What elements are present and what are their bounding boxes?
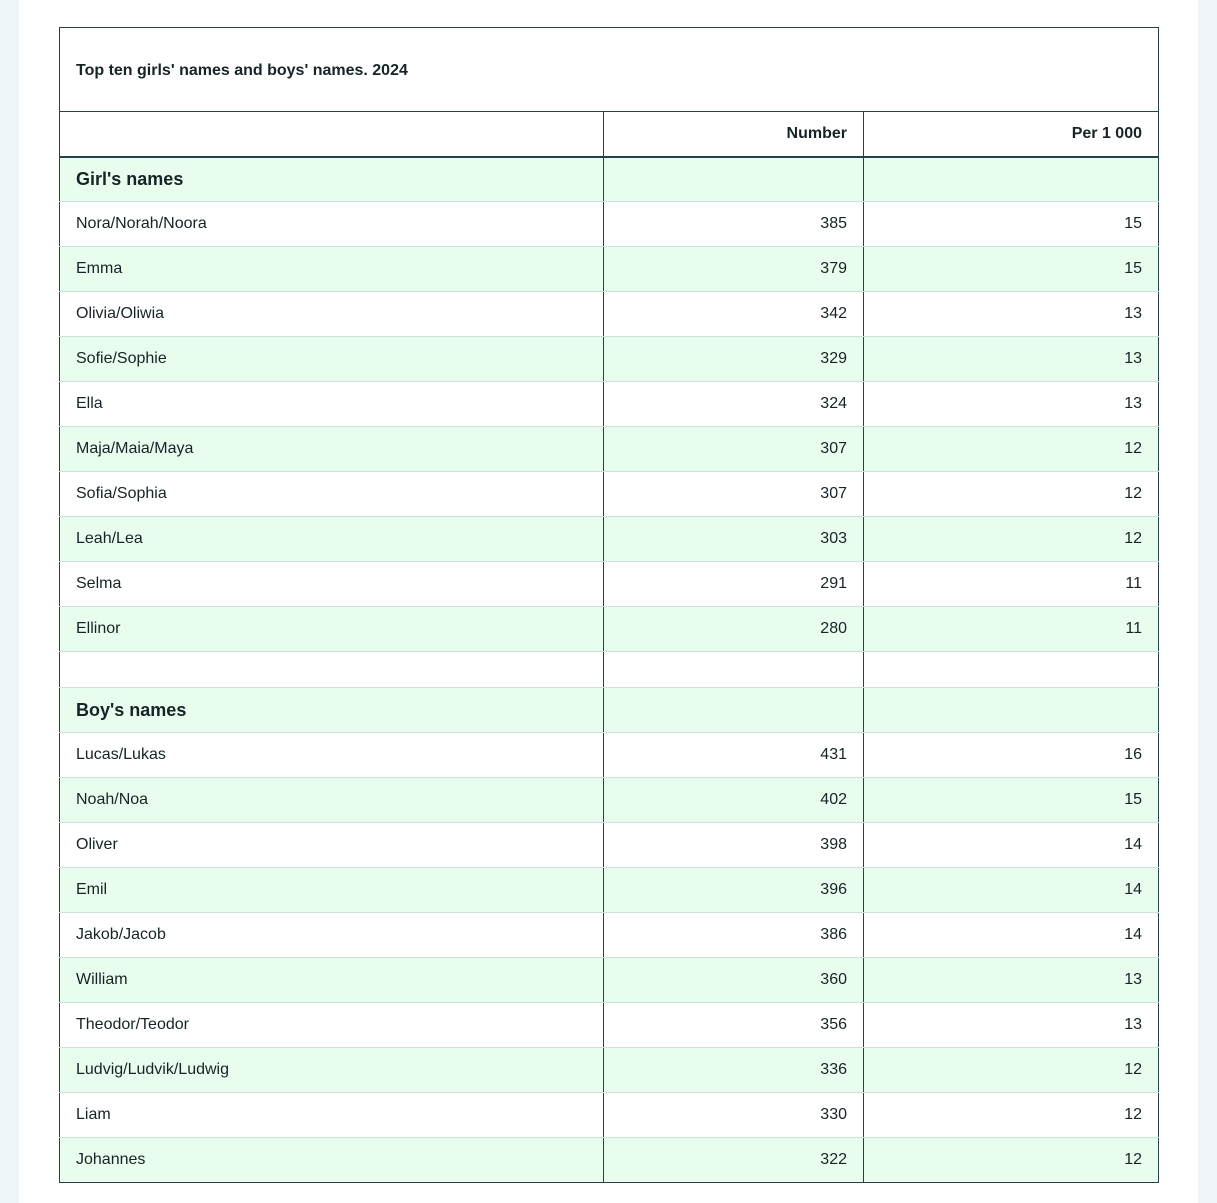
number-cell: 307	[604, 472, 864, 517]
name-cell: Liam	[60, 1093, 604, 1138]
name-cell: Sofie/Sophie	[60, 337, 604, 382]
name-cell: Oliver	[60, 823, 604, 868]
table-row	[60, 778, 1159, 823]
table-row	[60, 1003, 1159, 1048]
table-row	[60, 913, 1159, 958]
spacer-cell	[604, 652, 864, 688]
table-row	[60, 472, 1159, 517]
number-cell: 360	[604, 958, 864, 1003]
per1000-cell: 14	[864, 868, 1159, 913]
per1000-cell: 13	[864, 382, 1159, 427]
number-cell: 396	[604, 868, 864, 913]
table-row	[60, 868, 1159, 913]
statistics-table-container	[59, 27, 1158, 1183]
header-per1000-column: Per 1 000	[864, 112, 1159, 157]
table-row	[60, 202, 1159, 247]
number-cell: 303	[604, 517, 864, 562]
per1000-cell: 13	[864, 1003, 1159, 1048]
name-cell: Lucas/Lukas	[60, 733, 604, 778]
per1000-cell: 12	[864, 1093, 1159, 1138]
number-cell: 307	[604, 427, 864, 472]
table-row	[60, 427, 1159, 472]
name-cell: Ella	[60, 382, 604, 427]
table-row	[60, 1093, 1159, 1138]
number-cell: 385	[604, 202, 864, 247]
per1000-cell: 15	[864, 202, 1159, 247]
table-row	[60, 562, 1159, 607]
per1000-cell: 15	[864, 778, 1159, 823]
per1000-cell: 11	[864, 562, 1159, 607]
table-body	[60, 157, 1159, 1183]
table-caption: Top ten girls' names and boys' names. 2024	[59, 27, 1159, 111]
per1000-cell: 12	[864, 427, 1159, 472]
number-cell: 431	[604, 733, 864, 778]
number-cell: 280	[604, 607, 864, 652]
name-cell: Emma	[60, 247, 604, 292]
per1000-cell: 13	[864, 292, 1159, 337]
per1000-cell: 16	[864, 733, 1159, 778]
group-header-row	[60, 157, 1159, 202]
name-cell: Nora/Norah/Noora	[60, 202, 604, 247]
header-number-column: Number	[604, 112, 864, 157]
per1000-cell: 12	[864, 1048, 1159, 1093]
page-sheet	[19, 0, 1198, 1203]
per1000-cell: 12	[864, 1138, 1159, 1183]
per1000-cell: 13	[864, 958, 1159, 1003]
number-cell: 336	[604, 1048, 864, 1093]
table-row	[60, 1138, 1159, 1183]
group-empty-cell	[604, 688, 864, 733]
spacer-row	[60, 652, 1159, 688]
per1000-cell: 12	[864, 517, 1159, 562]
name-cell: Maja/Maia/Maya	[60, 427, 604, 472]
group-empty-cell	[864, 688, 1159, 733]
name-cell: Sofia/Sophia	[60, 472, 604, 517]
name-cell: Jakob/Jacob	[60, 913, 604, 958]
group-empty-cell	[864, 157, 1159, 202]
name-cell: William	[60, 958, 604, 1003]
name-cell: Ludvig/Ludvik/Ludwig	[60, 1048, 604, 1093]
number-cell: 342	[604, 292, 864, 337]
number-cell: 379	[604, 247, 864, 292]
number-cell: 402	[604, 778, 864, 823]
table-row	[60, 382, 1159, 427]
spacer-cell	[864, 652, 1159, 688]
per1000-cell: 15	[864, 247, 1159, 292]
name-cell: Leah/Lea	[60, 517, 604, 562]
table-row	[60, 517, 1159, 562]
number-cell: 291	[604, 562, 864, 607]
number-cell: 356	[604, 1003, 864, 1048]
group-header-row	[60, 688, 1159, 733]
group-title: Boy's names	[60, 688, 604, 733]
table-row	[60, 292, 1159, 337]
per1000-cell: 12	[864, 472, 1159, 517]
name-cell: Olivia/Oliwia	[60, 292, 604, 337]
number-cell: 398	[604, 823, 864, 868]
number-cell: 322	[604, 1138, 864, 1183]
table-row	[60, 1048, 1159, 1093]
number-cell: 324	[604, 382, 864, 427]
number-cell: 330	[604, 1093, 864, 1138]
per1000-cell: 11	[864, 607, 1159, 652]
name-cell: Ellinor	[60, 607, 604, 652]
per1000-cell: 13	[864, 337, 1159, 382]
group-title: Girl's names	[60, 157, 604, 202]
name-cell: Johannes	[60, 1138, 604, 1183]
table-row	[60, 958, 1159, 1003]
table-row	[60, 247, 1159, 292]
table-row	[60, 733, 1159, 778]
per1000-cell: 14	[864, 823, 1159, 868]
name-cell: Selma	[60, 562, 604, 607]
header-row	[60, 112, 1159, 157]
table-row	[60, 337, 1159, 382]
group-empty-cell	[604, 157, 864, 202]
table-row	[60, 823, 1159, 868]
name-cell: Theodor/Teodor	[60, 1003, 604, 1048]
name-cell: Noah/Noa	[60, 778, 604, 823]
top-names-table	[59, 27, 1159, 1183]
per1000-cell: 14	[864, 913, 1159, 958]
header-name-column	[60, 112, 604, 157]
name-cell: Emil	[60, 868, 604, 913]
table-row	[60, 607, 1159, 652]
number-cell: 329	[604, 337, 864, 382]
number-cell: 386	[604, 913, 864, 958]
spacer-cell	[60, 652, 604, 688]
